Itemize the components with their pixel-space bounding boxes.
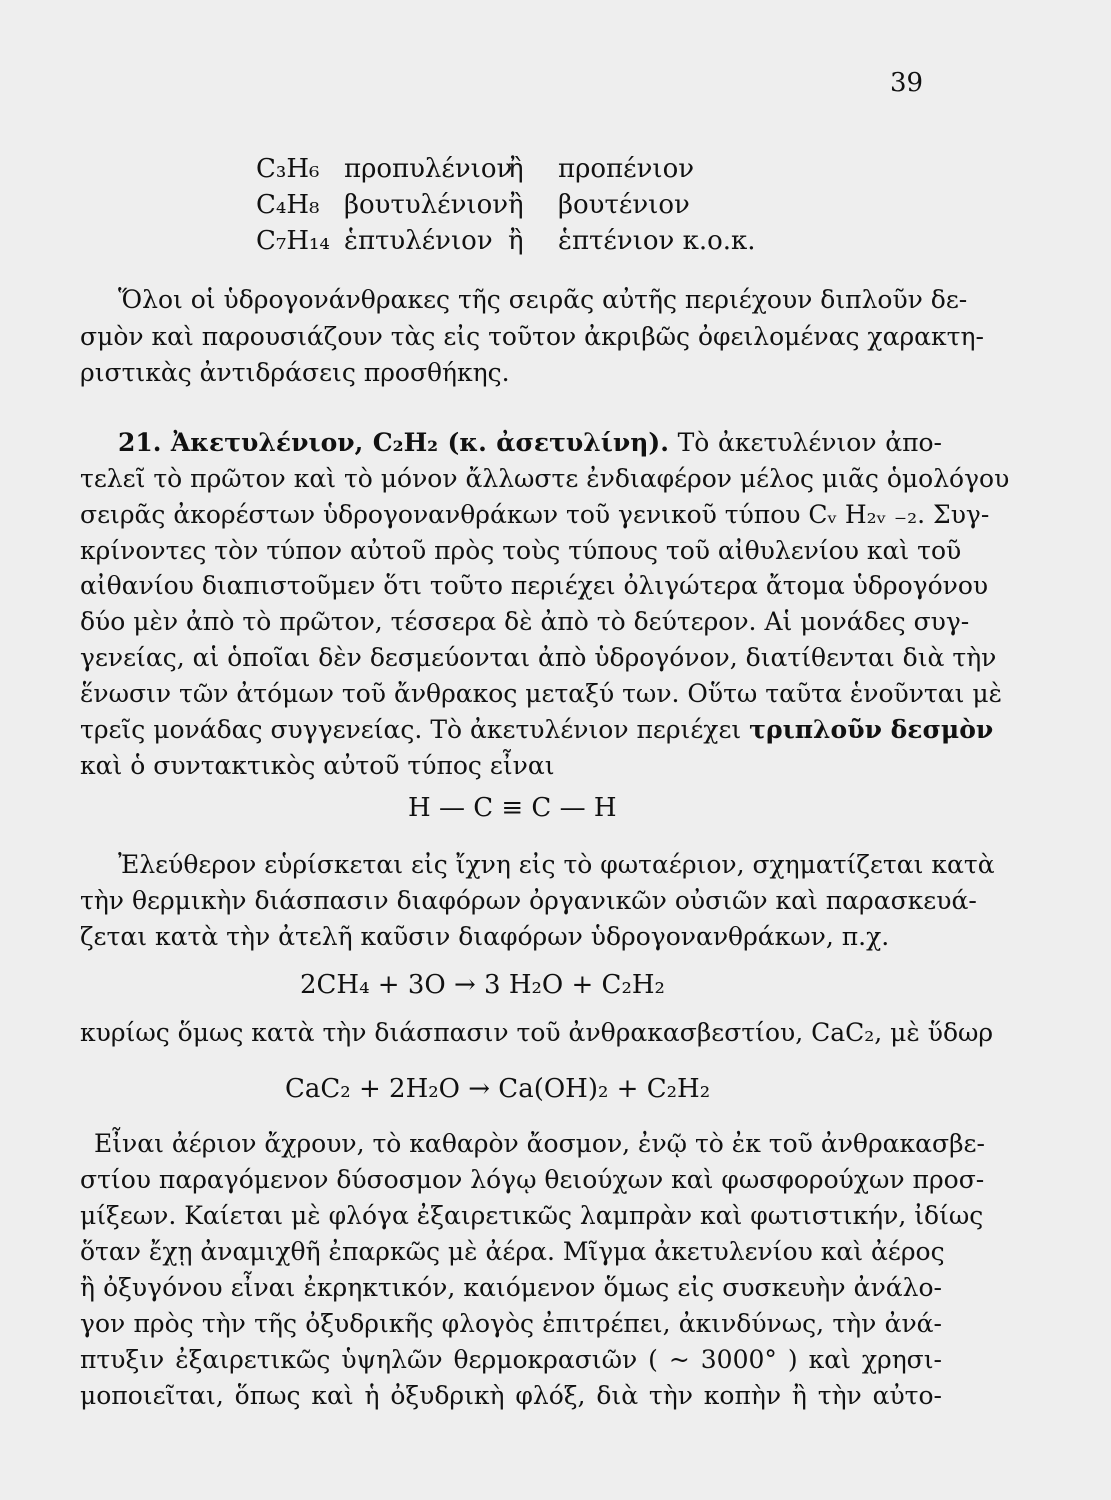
text-line: γενείας, αἱ ὁποῖαι δὲν δεσμεύονται ἀπὸ ὑδρογόνον, διατίθενται διὰ τὴν (80, 643, 997, 672)
page-number: 39 (890, 68, 924, 98)
section-heading: 21. Ἀκετυλένιον, C₂H₂ (κ. ἀσετυλίνη). (118, 428, 669, 457)
text-line: κρίνοντες τὸν τύπον αὐτοῦ πρὸς τοὺς τύπους τοῦ αἰθυλενίου καὶ τοῦ (80, 536, 962, 565)
text-line: αἰθανίου διαπιστοῦμεν ὅτι τοῦτο περιέχει ὀλιγώτερα ἄτομα ὑδρογόνου (80, 571, 989, 600)
text-line: γον πρὸς τὴν τῆς ὀξυδρικῆς φλογὸς ἐπιτρέπει, ἀκινδύνως, τὴν ἀνά- (80, 1309, 942, 1338)
text-run: Τὸ ἀκετυλένιον ἀπο- (677, 428, 943, 457)
alt-name: προπένιον (558, 154, 695, 184)
alt-name: βουτένιον (558, 190, 690, 220)
hydrocarbon-row (256, 187, 690, 223)
compound-name: βουτυλένιον (344, 190, 509, 220)
text-line: σμὸν καὶ παρουσιάζουν τὰς εἰς τοῦτον ἀκριβῶς ὀφειλομένας χαρακτη- (80, 322, 984, 351)
text-line: μοποιεῖται, ὅπως καὶ ἡ ὀξυδρικὴ φλόξ, διὰ τὴν κοπὴν ἢ τὴν αὐτο- (80, 1381, 942, 1410)
text-line: ριστικὰς ἀντιδράσεις προσθήκης. (80, 358, 510, 387)
bold-term: τριπλοῦν δεσμὸν (749, 715, 994, 744)
equation-1: 2CH₄ + 3O → 3 H₂O + C₂H₂ (300, 970, 665, 1000)
formula: C₃H₆ (256, 154, 320, 184)
text-line: ἕνωσιν τῶν ἀτόμων τοῦ ἄνθρακος μεταξύ των. Οὕτω ταῦτα ἑνοῦνται μὲ (80, 679, 1003, 708)
text-line: τελεῖ τὸ πρῶτον καὶ τὸ μόνον ἄλλωστε ἐνδιαφέρον μέλος μιᾶς ὁμολόγου (80, 464, 1010, 493)
text-line: σειρᾶς ἀκορέστων ὑδρογονανθράκων τοῦ γενικοῦ τύπου Cᵥ H₂ᵥ ₋₂. Συγ- (80, 500, 990, 529)
text-line: πτυξιν ἐξαιρετικῶς ὑψηλῶν θερμοκρασιῶν ( ~ 3000° ) καὶ χρησι- (80, 1345, 942, 1374)
text-line: Ὅλοι οἱ ὑδρογονάνθρακες τῆς σειρᾶς αὐτῆς περιέχουν διπλοῦν δε- (118, 285, 968, 314)
text-line: δύο μὲν ἀπὸ τὸ πρῶτον, τέσσερα δὲ ἀπὸ τὸ δεύτερον. Αἱ μονάδες συγ- (80, 607, 970, 636)
text-line: τὴν θερμικὴν διάσπασιν διαφόρων ὀργανικῶν οὐσιῶν καὶ παρασκευά- (80, 886, 977, 915)
text-line (80, 712, 994, 748)
compound-name: ἑπτυλένιον (344, 226, 493, 256)
or-word: ἢ (508, 226, 524, 256)
compound-name: προπυλένιον (344, 154, 513, 184)
text-line: κυρίως ὅμως κατὰ τὴν διάσπασιν τοῦ ἀνθρακασβεστίου, CaC₂, μὲ ὕδωρ (80, 1018, 994, 1047)
text-line: καὶ ὁ συντακτικὸς αὐτοῦ τύπος εἶναι (80, 751, 555, 780)
text-run: τρεῖς μονάδας συγγενείας. Τὸ ἀκετυλένιον περιέχει (80, 715, 742, 744)
text-line: Εἶναι ἀέριον ἄχρουν, τὸ καθαρὸν ἄοσμον, ἐνῷ τὸ ἐκ τοῦ ἀνθρακασβε- (94, 1129, 985, 1158)
text-line: ἢ ὀξυγόνου εἶναι ἐκρηκτικόν, καιόμενον ὅμως εἰς συσκευὴν ἀνάλο- (80, 1273, 942, 1302)
text-line: Ἐλεύθερον εὑρίσκεται εἰς ἴχνη εἰς τὸ φωταέριον, σχηματίζεται κατὰ (118, 850, 995, 879)
or-word: ἢ (508, 154, 524, 184)
or-word: ἢ (508, 190, 524, 220)
text-line: μίξεων. Καίεται μὲ φλόγα ἐξαιρετικῶς λαμπρὰν καὶ φωτιστικήν, ἰδίως (80, 1201, 984, 1230)
structural-formula: H — C ≡ C — H (408, 793, 617, 823)
hydrocarbon-row (256, 223, 756, 259)
text-line: ζεται κατὰ τὴν ἀτελῆ καῦσιν διαφόρων ὑδρογονανθράκων, π.χ. (80, 922, 890, 951)
text-line: ὅταν ἔχῃ ἀναμιχθῆ ἐπαρκῶς μὲ ἀέρα. Μῖγμα ἀκετυλενίου καὶ ἀέρος (80, 1237, 945, 1266)
section-heading-line (118, 425, 942, 461)
hydrocarbon-row (256, 151, 694, 187)
formula: C₄H₈ (256, 190, 320, 220)
text-line: στίου παραγόμενον δύσοσμον λόγῳ θειούχων καὶ φωσφορούχων προσ- (80, 1165, 985, 1194)
formula: C₇H₁₄ (256, 226, 330, 256)
alt-name: ἑπτένιον κ.ο.κ. (558, 226, 756, 256)
equation-2: CaC₂ + 2H₂O → Ca(OH)₂ + C₂H₂ (285, 1074, 711, 1104)
